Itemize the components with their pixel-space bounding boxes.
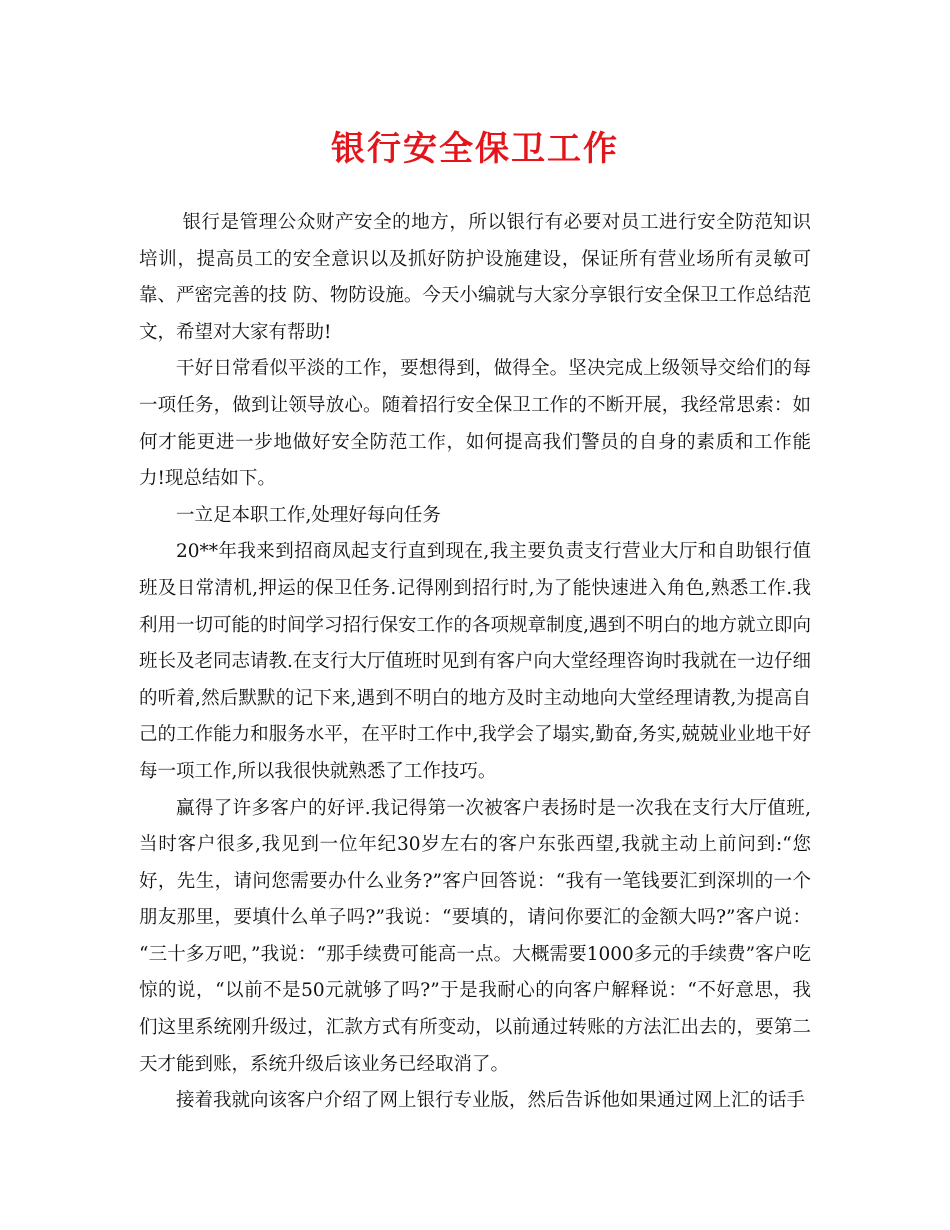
paragraph-customer-story: 赢得了许多客户的好评.我记得第一次被客户表扬时是一次我在支行大厅值班,当时客户很多,我见到一位年纪30岁左右的客户东张西望,我就主动上前问到:“您好，先生，请问您需要办什么业务?”客户回答说：“我有一笔钱要汇到深圳的一个朋友那里，要填什么单子吗?”我说：“要填的，请问你要汇的金额大吗?”客户说： “三十多万吧，”我说：“那手续费可能高一点。大概需要1000多元的手续费”客户吃惊的说，“以前不是50元就够了吗?”于是我耐心的向客户解释说：“不好意思，我们这里系统刚升级过，汇款方式有所变动，以前通过转账的方法汇出去的，要第二天才能到账，系统升级后该业务已经取消了。 (139, 797, 811, 1075)
paragraph-intro: 银行是管理公众财产安全的地方，所以银行有必要对员工进行安全防范知识培训，提高员工的安全意识以及抓好防护设施建设，保证所有营业场所有灵敏可靠、严密完善的技 防、物防设施。今天小编就与大家分享银行安全保卫工作总结范文，希望对大家有帮助! (139, 212, 811, 343)
document-title: 银行安全保卫工作 (331, 129, 619, 169)
document-body (139, 205, 811, 1120)
paragraph-summary: 干好日常看似平淡的工作，要想得到，做得全。坚决完成上级领导交给们的每一项任务，做到让领导放心。随着招行安全保卫工作的不断开展，我经常思索：如何才能更进一步地做好安全防范工作，如何提高我们警员的自身的素质和工作能力!现总结如下。 (139, 358, 811, 490)
section-heading: 一立足本职工作,处理好每向任务 (176, 504, 441, 526)
paragraph-duties: 20**年我来到招商凤起支行直到现在,我主要负责支行营业大厅和自助银行值班及日常清机,押运的保卫任务.记得刚到招行时,为了能快速进入角色,熟悉工作.我利用一切可能的时间学习招行保安工作的各项规章制度,遇到不明白的地方就立即向班长及老同志请教.在支行大厅值班时见到有客户向大堂经理咨询时我就在一边仔细的听着,然后默默的记下来,遇到不明白的地方及时主动地向大堂经理请教,为提高自己的工作能力和服务水平，在平时工作中,我学会了塌实,勤奋,务实,兢兢业业地干好每一项工作,所以我很快就熟悉了工作技巧。 (139, 541, 811, 782)
paragraph-online-banking: 接着我就向该客户介绍了网上银行专业版，然后告诉他如果通过网上汇的话手 (176, 1090, 806, 1112)
